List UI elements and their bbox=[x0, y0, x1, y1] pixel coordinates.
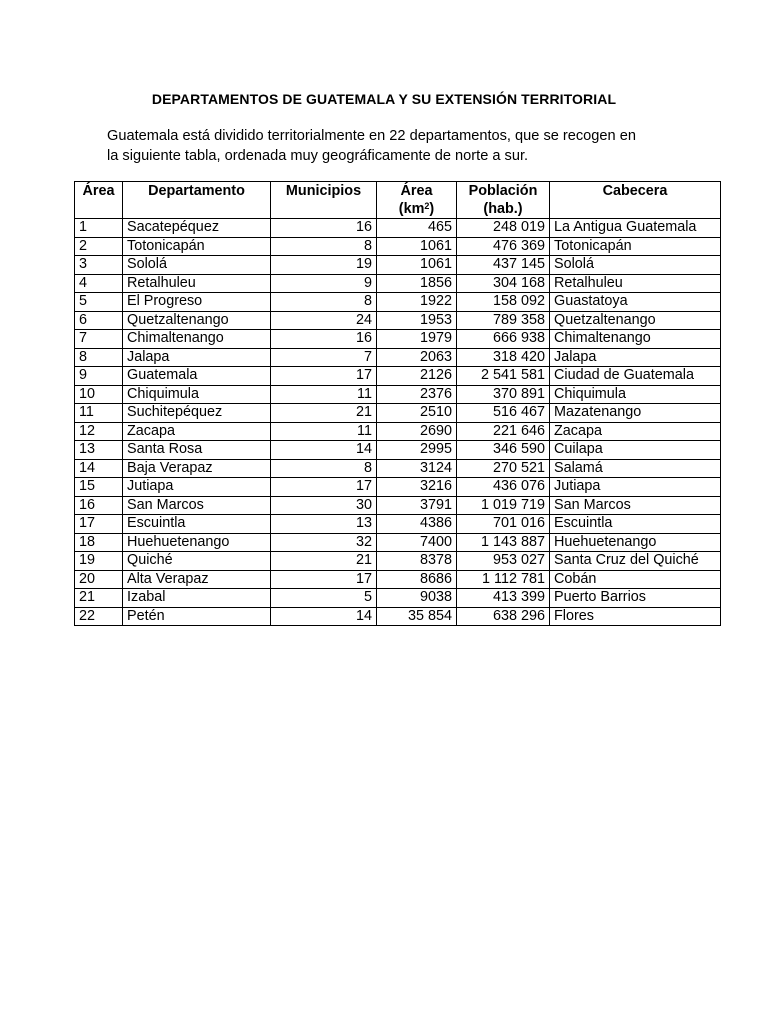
table-row bbox=[75, 404, 721, 423]
cell-poblacion: 666 938 bbox=[457, 330, 550, 349]
cell-cabecera: Santa Cruz del Quiché bbox=[550, 552, 721, 571]
cell-area-km2: 8378 bbox=[377, 552, 457, 571]
table-row bbox=[75, 311, 721, 330]
table-row bbox=[75, 607, 721, 626]
cell-municipios: 11 bbox=[271, 385, 377, 404]
cell-municipios: 8 bbox=[271, 459, 377, 478]
table-row bbox=[75, 496, 721, 515]
cell-departamento: Quetzaltenango bbox=[123, 311, 271, 330]
cell-poblacion: 476 369 bbox=[457, 237, 550, 256]
cell-area-km2: 1953 bbox=[377, 311, 457, 330]
cell-departamento: Alta Verapaz bbox=[123, 570, 271, 589]
cell-departamento: Chimaltenango bbox=[123, 330, 271, 349]
cell-departamento: Retalhuleu bbox=[123, 274, 271, 293]
cell-area-number: 21 bbox=[75, 589, 123, 608]
cell-poblacion: 304 168 bbox=[457, 274, 550, 293]
cell-departamento: Santa Rosa bbox=[123, 441, 271, 460]
cell-area-number: 15 bbox=[75, 478, 123, 497]
cell-departamento: Guatemala bbox=[123, 367, 271, 386]
header-municipios: Municipios bbox=[271, 182, 377, 219]
cell-municipios: 17 bbox=[271, 478, 377, 497]
cell-municipios: 14 bbox=[271, 607, 377, 626]
header-area-km2 bbox=[377, 182, 457, 219]
cell-poblacion: 1 143 887 bbox=[457, 533, 550, 552]
table-row bbox=[75, 237, 721, 256]
cell-cabecera: Escuintla bbox=[550, 515, 721, 534]
header-area-km2-line1: Área bbox=[400, 183, 433, 199]
header-area-number: Área bbox=[75, 182, 123, 219]
cell-poblacion: 2 541 581 bbox=[457, 367, 550, 386]
cell-departamento: Escuintla bbox=[123, 515, 271, 534]
cell-area-number: 6 bbox=[75, 311, 123, 330]
table-row bbox=[75, 422, 721, 441]
cell-cabecera: Quetzaltenango bbox=[550, 311, 721, 330]
cell-departamento: Suchitepéquez bbox=[123, 404, 271, 423]
cell-municipios: 13 bbox=[271, 515, 377, 534]
cell-departamento: Baja Verapaz bbox=[123, 459, 271, 478]
cell-poblacion: 437 145 bbox=[457, 256, 550, 275]
cell-area-number: 4 bbox=[75, 274, 123, 293]
cell-cabecera: Cobán bbox=[550, 570, 721, 589]
cell-municipios: 9 bbox=[271, 274, 377, 293]
intro-paragraph bbox=[107, 126, 727, 166]
table-row bbox=[75, 367, 721, 386]
intro-line-2: la siguiente tabla, ordenada muy geográficamente de norte a sur. bbox=[107, 148, 529, 164]
cell-municipios: 16 bbox=[271, 219, 377, 238]
cell-poblacion: 1 019 719 bbox=[457, 496, 550, 515]
cell-municipios: 16 bbox=[271, 330, 377, 349]
cell-area-number: 8 bbox=[75, 348, 123, 367]
header-poblacion-line1: Población bbox=[468, 183, 538, 199]
cell-municipios: 14 bbox=[271, 441, 377, 460]
cell-poblacion: 638 296 bbox=[457, 607, 550, 626]
cell-area-km2: 9038 bbox=[377, 589, 457, 608]
cell-area-km2: 1922 bbox=[377, 293, 457, 312]
departments-table bbox=[74, 181, 721, 626]
cell-municipios: 32 bbox=[271, 533, 377, 552]
cell-cabecera: Sololá bbox=[550, 256, 721, 275]
cell-departamento: Quiché bbox=[123, 552, 271, 571]
table-header-row bbox=[75, 182, 721, 219]
cell-poblacion: 789 358 bbox=[457, 311, 550, 330]
cell-departamento: Jalapa bbox=[123, 348, 271, 367]
cell-area-km2: 1979 bbox=[377, 330, 457, 349]
cell-cabecera: Salamá bbox=[550, 459, 721, 478]
table-row bbox=[75, 274, 721, 293]
cell-poblacion: 318 420 bbox=[457, 348, 550, 367]
cell-area-km2: 4386 bbox=[377, 515, 457, 534]
header-poblacion-line2: (hab.) bbox=[483, 201, 523, 217]
cell-area-number: 20 bbox=[75, 570, 123, 589]
table-body bbox=[75, 219, 721, 626]
cell-poblacion: 346 590 bbox=[457, 441, 550, 460]
cell-municipios: 7 bbox=[271, 348, 377, 367]
cell-municipios: 17 bbox=[271, 570, 377, 589]
cell-area-number: 2 bbox=[75, 237, 123, 256]
cell-poblacion: 221 646 bbox=[457, 422, 550, 441]
table-row bbox=[75, 441, 721, 460]
cell-departamento: Jutiapa bbox=[123, 478, 271, 497]
cell-municipios: 30 bbox=[271, 496, 377, 515]
cell-cabecera: La Antigua Guatemala bbox=[550, 219, 721, 238]
cell-municipios: 5 bbox=[271, 589, 377, 608]
cell-departamento: Izabal bbox=[123, 589, 271, 608]
cell-area-number: 12 bbox=[75, 422, 123, 441]
table-row bbox=[75, 256, 721, 275]
cell-poblacion: 436 076 bbox=[457, 478, 550, 497]
table-row bbox=[75, 219, 721, 238]
cell-cabecera: Huehuetenango bbox=[550, 533, 721, 552]
cell-area-number: 10 bbox=[75, 385, 123, 404]
cell-cabecera: Ciudad de Guatemala bbox=[550, 367, 721, 386]
cell-area-number: 22 bbox=[75, 607, 123, 626]
cell-departamento: Sacatepéquez bbox=[123, 219, 271, 238]
cell-departamento: Chiquimula bbox=[123, 385, 271, 404]
cell-area-km2: 2510 bbox=[377, 404, 457, 423]
cell-area-number: 16 bbox=[75, 496, 123, 515]
cell-municipios: 19 bbox=[271, 256, 377, 275]
cell-area-km2: 465 bbox=[377, 219, 457, 238]
cell-cabecera: Retalhuleu bbox=[550, 274, 721, 293]
cell-area-km2: 2376 bbox=[377, 385, 457, 404]
cell-area-number: 9 bbox=[75, 367, 123, 386]
cell-cabecera: Jutiapa bbox=[550, 478, 721, 497]
table-row bbox=[75, 570, 721, 589]
cell-area-number: 14 bbox=[75, 459, 123, 478]
table-row bbox=[75, 348, 721, 367]
cell-area-km2: 1856 bbox=[377, 274, 457, 293]
cell-cabecera: Totonicapán bbox=[550, 237, 721, 256]
table-row bbox=[75, 552, 721, 571]
cell-area-number: 1 bbox=[75, 219, 123, 238]
document-title: DEPARTAMENTOS DE GUATEMALA Y SU EXTENSIÓN TERRITORIAL bbox=[151, 91, 617, 107]
cell-area-km2: 3216 bbox=[377, 478, 457, 497]
cell-area-km2: 35 854 bbox=[377, 607, 457, 626]
cell-area-number: 11 bbox=[75, 404, 123, 423]
cell-departamento: Zacapa bbox=[123, 422, 271, 441]
cell-area-km2: 8686 bbox=[377, 570, 457, 589]
cell-poblacion: 158 092 bbox=[457, 293, 550, 312]
cell-cabecera: Flores bbox=[550, 607, 721, 626]
header-cabecera: Cabecera bbox=[550, 182, 721, 219]
cell-poblacion: 516 467 bbox=[457, 404, 550, 423]
cell-area-km2: 2126 bbox=[377, 367, 457, 386]
cell-area-number: 17 bbox=[75, 515, 123, 534]
cell-cabecera: Chiquimula bbox=[550, 385, 721, 404]
table-row bbox=[75, 385, 721, 404]
cell-municipios: 21 bbox=[271, 404, 377, 423]
cell-poblacion: 270 521 bbox=[457, 459, 550, 478]
cell-municipios: 11 bbox=[271, 422, 377, 441]
header-departamento: Departamento bbox=[123, 182, 271, 219]
cell-cabecera: Zacapa bbox=[550, 422, 721, 441]
header-poblacion bbox=[457, 182, 550, 219]
cell-poblacion: 413 399 bbox=[457, 589, 550, 608]
cell-area-number: 13 bbox=[75, 441, 123, 460]
cell-cabecera: Puerto Barrios bbox=[550, 589, 721, 608]
cell-cabecera: Jalapa bbox=[550, 348, 721, 367]
table-row bbox=[75, 589, 721, 608]
intro-line-1: Guatemala está dividido territorialmente en 22 departamentos, que se recogen en bbox=[107, 128, 636, 144]
cell-area-number: 18 bbox=[75, 533, 123, 552]
cell-area-km2: 7400 bbox=[377, 533, 457, 552]
cell-area-km2: 2063 bbox=[377, 348, 457, 367]
cell-poblacion: 248 019 bbox=[457, 219, 550, 238]
cell-area-number: 5 bbox=[75, 293, 123, 312]
cell-area-km2: 2995 bbox=[377, 441, 457, 460]
cell-area-km2: 3124 bbox=[377, 459, 457, 478]
cell-poblacion: 1 112 781 bbox=[457, 570, 550, 589]
table-row bbox=[75, 459, 721, 478]
table-row bbox=[75, 293, 721, 312]
cell-poblacion: 370 891 bbox=[457, 385, 550, 404]
cell-area-number: 3 bbox=[75, 256, 123, 275]
table-row bbox=[75, 533, 721, 552]
cell-departamento: Sololá bbox=[123, 256, 271, 275]
cell-area-number: 7 bbox=[75, 330, 123, 349]
cell-cabecera: Mazatenango bbox=[550, 404, 721, 423]
cell-area-km2: 2690 bbox=[377, 422, 457, 441]
table-row bbox=[75, 478, 721, 497]
cell-area-km2: 1061 bbox=[377, 237, 457, 256]
cell-municipios: 8 bbox=[271, 237, 377, 256]
cell-cabecera: Guastatoya bbox=[550, 293, 721, 312]
cell-departamento: Huehuetenango bbox=[123, 533, 271, 552]
cell-area-number: 19 bbox=[75, 552, 123, 571]
cell-municipios: 17 bbox=[271, 367, 377, 386]
cell-municipios: 8 bbox=[271, 293, 377, 312]
cell-municipios: 24 bbox=[271, 311, 377, 330]
cell-poblacion: 953 027 bbox=[457, 552, 550, 571]
table-row bbox=[75, 330, 721, 349]
cell-departamento: Petén bbox=[123, 607, 271, 626]
table-row bbox=[75, 515, 721, 534]
cell-municipios: 21 bbox=[271, 552, 377, 571]
cell-departamento: Totonicapán bbox=[123, 237, 271, 256]
cell-departamento: San Marcos bbox=[123, 496, 271, 515]
cell-cabecera: Cuilapa bbox=[550, 441, 721, 460]
cell-cabecera: San Marcos bbox=[550, 496, 721, 515]
cell-area-km2: 3791 bbox=[377, 496, 457, 515]
cell-area-km2: 1061 bbox=[377, 256, 457, 275]
cell-departamento: El Progreso bbox=[123, 293, 271, 312]
cell-cabecera: Chimaltenango bbox=[550, 330, 721, 349]
cell-poblacion: 701 016 bbox=[457, 515, 550, 534]
header-area-km2-line2: $(km^2)$ bbox=[398, 201, 435, 217]
